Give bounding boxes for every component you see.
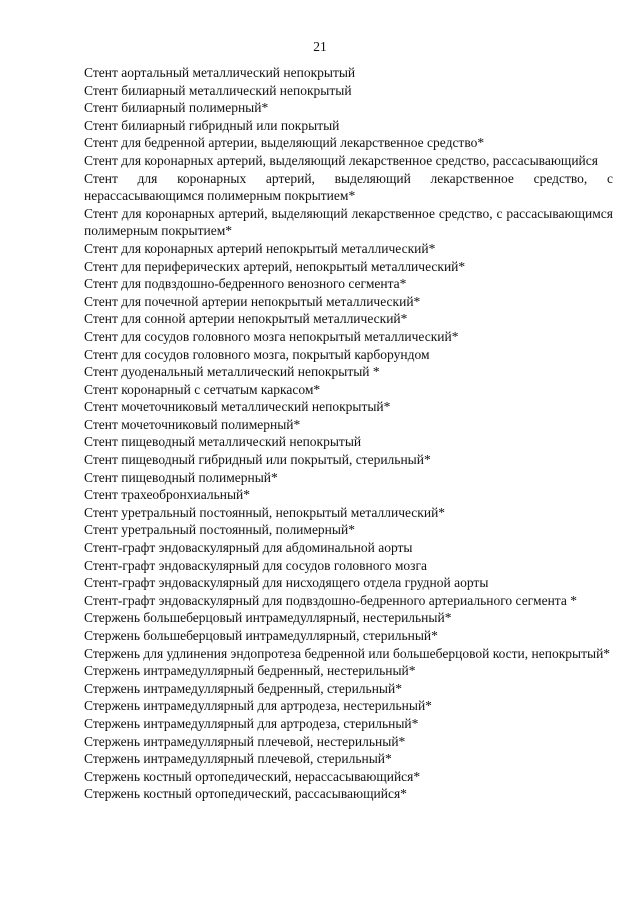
list-item: Стент для сосудов головного мозга, покрытый карборундом	[84, 346, 430, 362]
list-item: Стент-графт эндоваскулярный для подвздошно-бедренного артериального сегмента *	[84, 592, 577, 608]
list-item: Стент для коронарных артерий непокрытый металлический*	[84, 240, 436, 256]
list-item: Стент дуоденальный металлический непокрытый *	[84, 364, 380, 380]
list-item: Стержень интрамедуллярный плечевой, нестерильный*	[84, 733, 406, 749]
list-item: Стержень интрамедуллярный для артродеза, нестерильный*	[84, 698, 432, 714]
list-item: Стент пищеводный полимерный*	[84, 469, 278, 485]
list-item: Стент-графт эндоваскулярный для сосудов головного мозга	[84, 557, 428, 573]
list-item: Стент мочеточниковый металлический непокрытый*	[84, 399, 391, 415]
list-item: Стент пищеводный металлический непокрытый	[84, 434, 362, 450]
list-item: Стент билиарный гибридный или покрытый	[84, 117, 340, 133]
list-item: Стент коронарный с сетчатым каркасом*	[84, 381, 321, 397]
list-item: Стент для подвздошно-бедренного венозного сегмента*	[84, 276, 407, 292]
list-item: Стент-графт эндоваскулярный для нисходящего отдела грудной аорты	[84, 575, 489, 591]
list-item: Стент для коронарных артерий, выделяющий лекарственное средство, с нерассасывающимся полимерным покрытием*	[84, 170, 613, 204]
list-item: Стент уретральный постоянный, непокрытый металлический*	[84, 504, 446, 520]
list-item: Стержень костный ортопедический, рассасывающийся*	[84, 786, 407, 802]
list-item: Стент для периферических артерий, непокрытый металлический*	[84, 258, 466, 274]
list-item: Стержень костный ортопедический, нерассасывающийся*	[84, 768, 421, 784]
device-list	[84, 64, 613, 803]
list-item: Стент уретральный постоянный, полимерный*	[84, 522, 355, 538]
list-item: Стержень большеберцовый интрамедуллярный, нестерильный*	[84, 610, 452, 626]
list-item: Стент трахеобронхиальный*	[84, 487, 251, 503]
list-item: Стержень интрамедуллярный для артродеза, стерильный*	[84, 715, 419, 731]
list-item: Стержень интрамедуллярный бедренный, нестерильный*	[84, 663, 416, 679]
list-item: Стент для коронарных артерий, выделяющий лекарственное средство, рассасывающийся	[84, 152, 598, 168]
list-item: Стержень интрамедуллярный плечевой, стерильный*	[84, 751, 392, 767]
list-item: Стержень большеберцовый интрамедуллярный, стерильный*	[84, 628, 438, 643]
list-item: Стент мочеточниковый полимерный*	[84, 416, 301, 432]
list-item: Стент-графт эндоваскулярный для абдоминальной аорты	[84, 540, 413, 556]
list-item: Стент билиарный полимерный*	[84, 100, 269, 116]
page-number: 21	[313, 39, 327, 54]
list-item: Стержень интрамедуллярный бедренный, стерильный*	[84, 680, 402, 696]
list-item: Стент для почечной артерии непокрытый металлический*	[84, 293, 421, 309]
list-item: Стент аортальный металлический непокрытый	[84, 65, 356, 80]
list-item: Стержень для удлинения эндопротеза бедренной или большеберцовой кости, непокрытый*	[84, 645, 611, 661]
list-item: Стент для бедренной артерии, выделяющий лекарственное средство*	[84, 135, 485, 151]
list-item: Стент для сонной артерии непокрытый металлический*	[84, 311, 408, 327]
list-item: Стент для сосудов головного мозга непокрытый металлический*	[84, 328, 459, 344]
list-item: Стент для коронарных артерий, выделяющий лекарственное средство, с рассасывающимся полимерным покрытием*	[84, 205, 613, 239]
list-item: Стент пищеводный гибридный или покрытый, стерильный*	[84, 452, 431, 468]
list-item: Стент билиарный металлический непокрытый	[84, 82, 352, 98]
